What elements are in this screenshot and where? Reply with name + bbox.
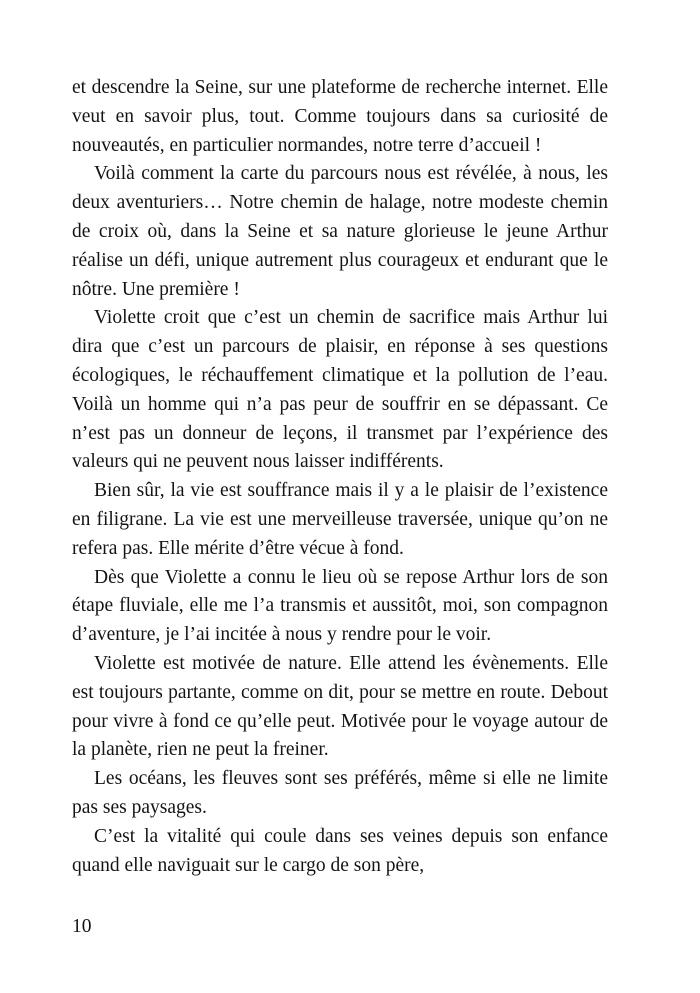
paragraph-5: Dès que Violette a connu le lieu où se repose Arthur lors de son étape fluviale, elle me l’a transmis et aussitôt, moi, son compagnon d’aventure, je l’ai incitée à nous y rendre pour le voir. bbox=[72, 566, 608, 646]
page-number: 10 bbox=[72, 916, 92, 937]
paragraph-8: C’est la vitalité qui coule dans ses veines depuis son enfance quand elle naviguait sur le cargo de son père, bbox=[72, 825, 608, 876]
paragraph-7: Les océans, les fleuves sont ses préférés, même si elle ne limite pas ses paysages. bbox=[72, 768, 608, 818]
paragraph-6: Violette est motivée de nature. Elle attend les évènements. Elle est toujours partante, comme on dit, pour se mettre en route. Debout pour vivre à fond ce qu’elle peut. Motivée pour le voyage autour de la planète, rien ne peut la freiner. bbox=[72, 652, 608, 761]
paragraph-1: et descendre la Seine, sur une plateforme de recherche internet. Elle veut en savoir plus, tout. Comme toujours dans sa curiosité de nouveautés, en particulier normandes, notre terre d’accueil ! bbox=[72, 77, 608, 156]
paragraph-3: Violette croit que c’est un chemin de sacrifice mais Arthur lui dira que c’est un parcours de plaisir, en réponse à ses questions écologiques, le réchauffement climatique et la pollution de l’eau. Voilà un homme qui n’a pas peur de souffrir en se dépassant. Ce n’est pas un donneur de leçons, il transmet par l’expérience des valeurs qui ne peuvent nous laisser indifférents. bbox=[72, 307, 608, 473]
page-body bbox=[72, 74, 608, 880]
paragraph-2: Voilà comment la carte du parcours nous est révélée, à nous, les deux aventuriers… Notre chemin de halage, notre modeste chemin de croix où, dans la Seine et sa nature glorieuse le jeune Arthur réalise un défi, unique autrement plus courageux et endurant que le nôtre. Une première ! bbox=[72, 163, 608, 300]
paragraph-4: Bien sûr, la vie est souffrance mais il y a le plaisir de l’existence en filigrane. La vie est une merveilleuse traversée, unique qu’on ne refera pas. Elle mérite d’être vécue à fond. bbox=[72, 480, 608, 559]
